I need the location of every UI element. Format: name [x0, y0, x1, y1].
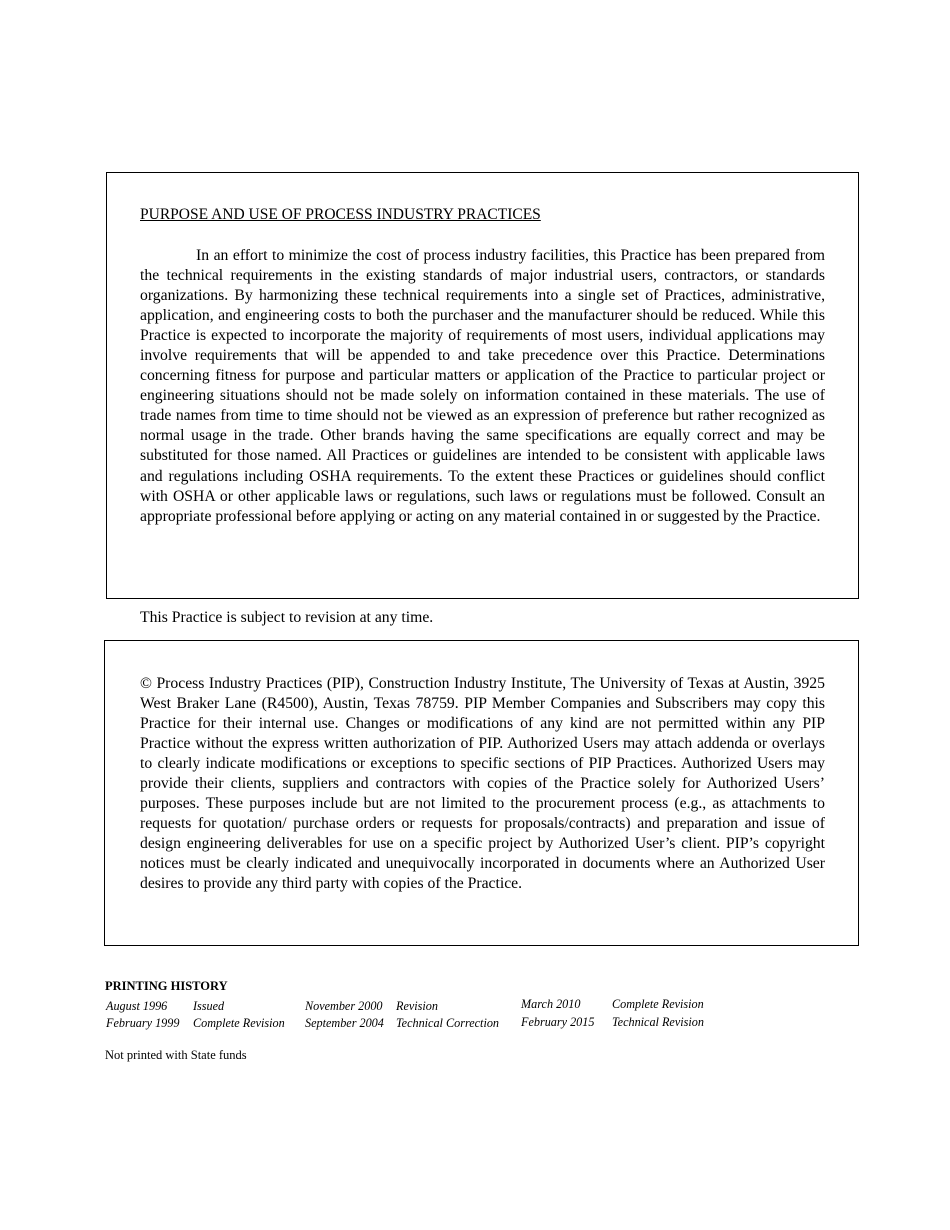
revision-note: This Practice is subject to revision at any time. [140, 609, 434, 626]
history-description: Issued [193, 999, 225, 1013]
history-date: September 2004 [305, 1016, 384, 1030]
funding-note: Not printed with State funds [105, 1048, 247, 1062]
purpose-paragraph: In an effort to minimize the cost of process industry facilities, this Practice has been prepared from the technical requirements in the existing standards of major industrial users, contractors, or standards organizations. By harmonizing these technical requirements into a single set of Practices, administrative, application, and engineering costs to both the purchaser and the manufacturer should be reduced. While this Practice is expected to incorporate the majority of requirements of most users, individual applications may involve requirements that will be appended to and take precedence over this Practice. Determinations concerning fitness for purpose and particular matters or application of the Practice to particular project or engineering situations should not be made solely on information contained in these materials. The use of trade names from time to time should not be viewed as an expression of preference but rather recognized as normal usage in the trade. Other brands having the same specifications are equally correct and may be substituted for those named. All Practices or guidelines are intended to be consistent with applicable laws and regulations including OSHA requirements. To the extent these Practices or guidelines should conflict with OSHA or other applicable laws or regulations, such laws or regulations must be followed. Consult an appropriate professional before applying or acting on any material contained in or suggested by the Practice. [140, 247, 825, 525]
history-date: March 2010 [521, 997, 581, 1011]
history-description: Complete Revision [612, 997, 704, 1011]
history-date: February 1999 [106, 1016, 180, 1030]
printing-history-heading: PRINTING HISTORY [105, 979, 228, 993]
history-description: Technical Correction [396, 1016, 500, 1030]
history-description: Technical Revision [612, 1015, 704, 1029]
history-date: February 2015 [521, 1015, 595, 1029]
history-date: November 2000 [305, 999, 383, 1013]
copyright-paragraph: © Process Industry Practices (PIP), Construction Industry Institute, The University of Texas at Austin, 3925 West Braker Lane (R4500), Austin, Texas 78759. PIP Member Companies and Subscribers may copy this Practice for their internal use. Changes or modifications of any kind are not permitted within any PIP Practice without the express written authorization of PIP. Authorized Users may attach addenda or overlays to clearly indicate modifications or exceptions to specific sections of PIP Practices. Authorized Users may provide their clients, suppliers and contractors with copies of the Practice solely for Authorized Users’ purposes. These purposes include but are not limited to the procurement process (e.g., as attachments to requests for quotation/ purchase orders or requests for proposals/contracts) and preparation and issue of design engineering deliverables for use on a specific project by Authorized User’s client. PIP’s copyright notices must be clearly indicated and unequivocally incorporated in documents where an Authorized User desires to provide any third party with copies of the Practice. [140, 675, 825, 893]
history-description: Revision [396, 999, 438, 1013]
purpose-title: PURPOSE AND USE OF PROCESS INDUSTRY PRACTICES [140, 206, 541, 223]
history-description: Complete Revision [193, 1016, 285, 1030]
history-date: August 1996 [106, 999, 168, 1013]
